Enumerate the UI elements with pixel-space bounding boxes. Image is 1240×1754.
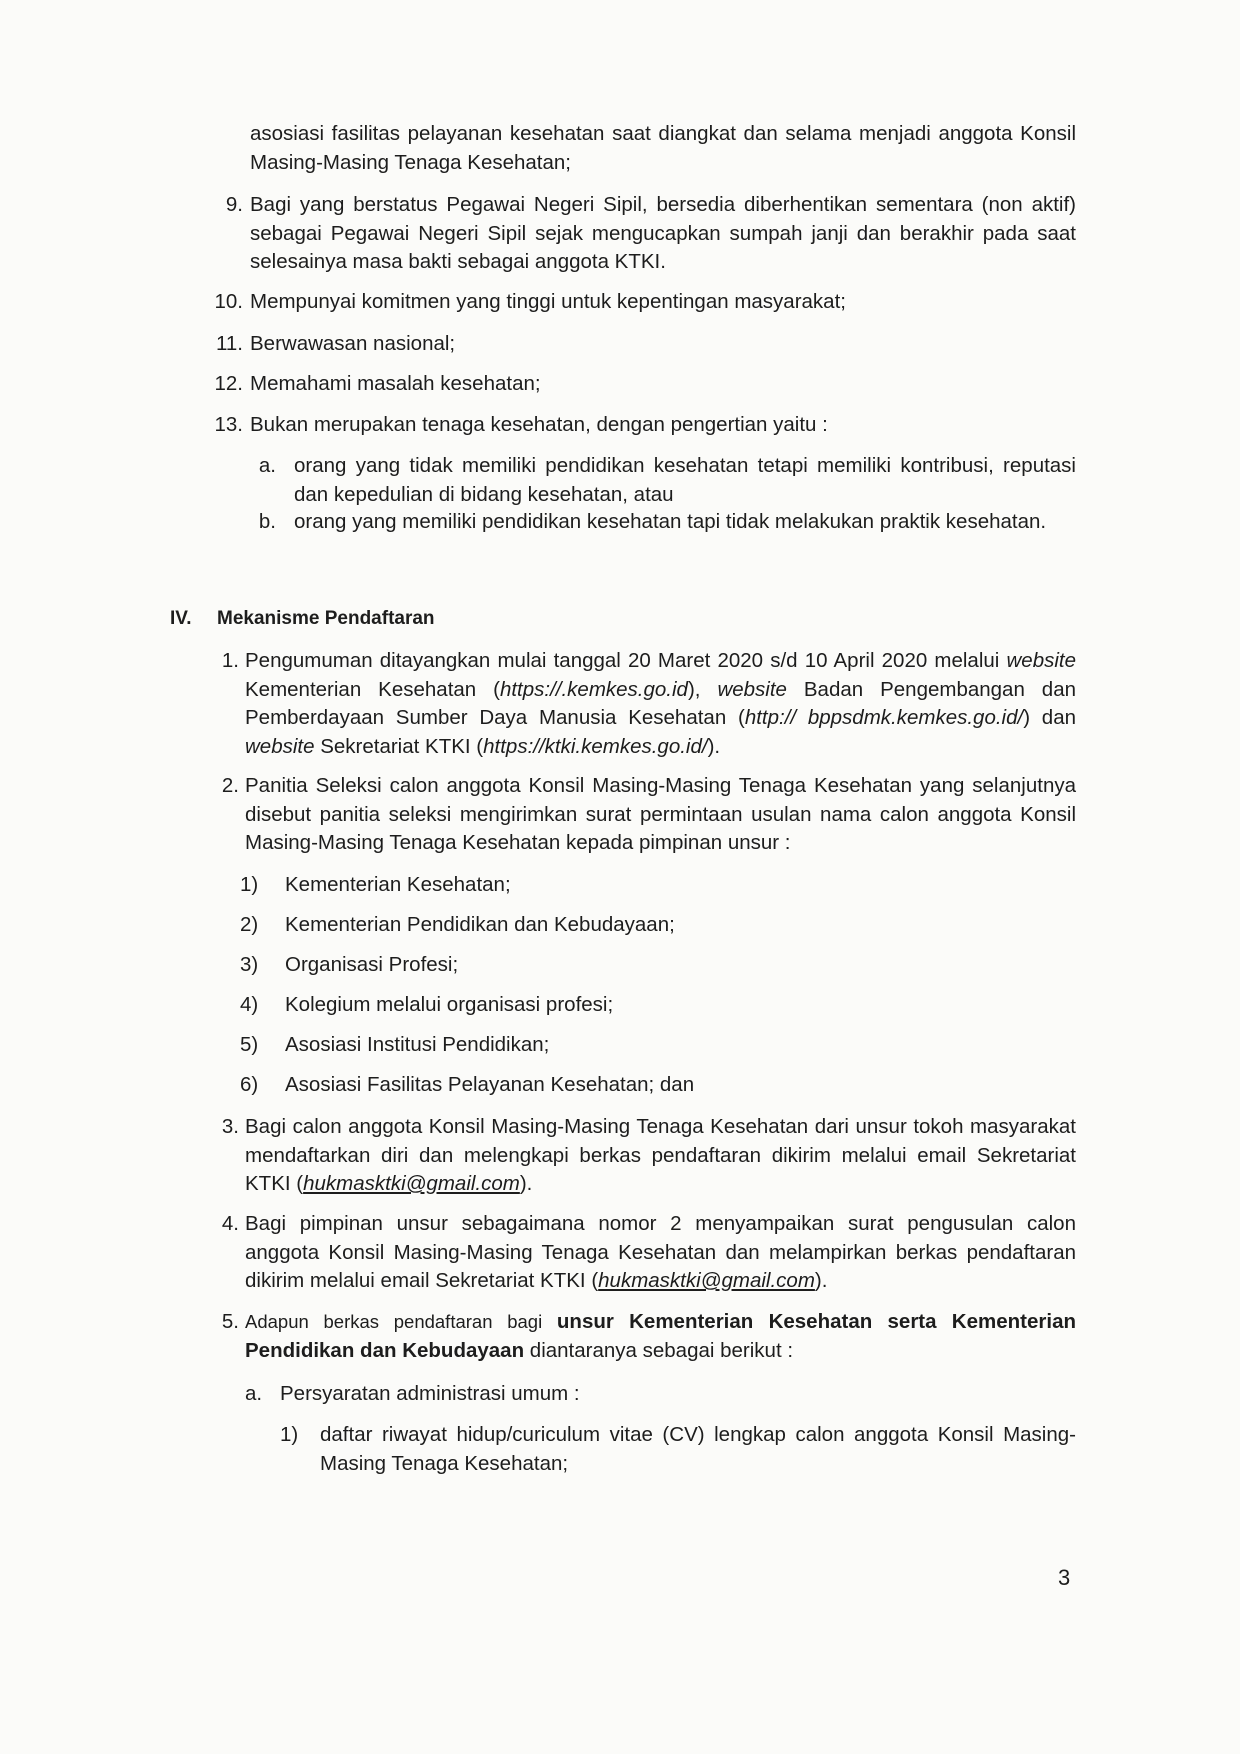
subitem-text: orang yang memiliki pendidikan kesehatan tapi tidak melakukan praktik kesehatan. — [294, 510, 1047, 533]
page-number: 3 — [1058, 1565, 1071, 1590]
list-item: Kementerian Kesehatan; — [285, 873, 511, 896]
list-number: 6) — [240, 1073, 259, 1096]
list-number: 5) — [240, 1033, 259, 1056]
item-1-text: Pengumuman ditayangkan mulai tanggal 20 Maret 2020 s/d 10 April 2020 melalui website Kementerian Kesehatan (https://.kemkes.go.id), website Badan Pengembangan dan Pemberdayaan Sumber Daya Manusia Kesehatan (http:// bppsdmk.kemkes.go.id/) dan website Sekretariat KTKI (https://ktki.kemkes.go.id/). — [245, 649, 1076, 758]
list-item: Asosiasi Fasilitas Pelayanan Kesehatan; dan — [285, 1073, 695, 1096]
list-item: Asosiasi Institusi Pendidikan; — [285, 1033, 550, 1056]
item-number: 1. — [221, 649, 239, 672]
item-5-bold: unsur Kementerian Kesehatan serta Kementerian Pendidikan dan Kebudayaan — [245, 1310, 1076, 1362]
bppsdmk-url: http:// bppsdmk.kemkes.go.id/ — [744, 706, 1024, 729]
item-text: Berwawasan nasional; — [250, 332, 456, 355]
kemkes-url: https://.kemkes.go.id — [499, 677, 688, 701]
item-text: Bagi yang berstatus Pegawai Negeri Sipil, bersedia diberhentikan sementara (non aktif) sebagai Pegawai Negeri Sipil sejak mengucapkan sumpah janji dan berakhir pada saat selesainya masa bakti sebagai anggota KTKI. — [250, 193, 1076, 273]
item-3-text: Bagi calon anggota Konsil Masing-Masing Tenaga Kesehatan dari unsur tokoh masyarakat mendaftarkan diri dan melengkapi berkas pendaftaran dikirim melalui email Sekretariat KTKI (hukmasktki@gmail.com). — [245, 1115, 1076, 1195]
website-label: website — [245, 734, 315, 758]
item-text: Panitia Seleksi calon anggota Konsil Masing-Masing Tenaga Kesehatan yang selanjutnya disebut panitia seleksi mengirimkan surat permintaan usulan nama calon anggota Konsil Masing-Masing Tenaga Kesehatan kepada pimpinan unsur : — [245, 774, 1076, 854]
subitem-letter: b. — [258, 510, 276, 533]
website-label: website — [717, 677, 787, 701]
item-number: 5. — [221, 1310, 239, 1333]
list-number: 3) — [240, 953, 259, 976]
item-number: 2. — [221, 774, 239, 797]
website-label: website — [1006, 649, 1076, 672]
item-5-text: Adapun berkas pendaftaran bagi unsur Kementerian Kesehatan serta Kementerian Pendidikan dan Kebudayaan diantaranya sebagai berikut : — [245, 1310, 1076, 1362]
item-text: Mempunyai komitmen yang tinggi untuk kepentingan masyarakat; — [250, 290, 846, 313]
list-item: Organisasi Profesi; — [285, 953, 459, 976]
list-item: Kementerian Pendidikan dan Kebudayaan; — [285, 913, 675, 936]
list-number: 1) — [240, 873, 259, 896]
subitem-text: orang yang tidak memiliki pendidikan kesehatan tetapi memiliki kontribusi, reputasi dan kepedulian di bidang kesehatan, atau — [294, 454, 1076, 506]
section-title: Mekanisme Pendaftaran — [217, 608, 435, 629]
list-item: daftar riwayat hidup/curiculum vitae (CV) lengkap calon anggota Konsil Masing-Masing Tenaga Kesehatan; — [320, 1423, 1076, 1475]
email-link[interactable]: hukmasktki@gmail.com — [303, 1172, 520, 1195]
item-8-continuation: asosiasi fasilitas pelayanan kesehatan saat diangkat dan selama menjadi anggota Konsil Masing-Masing Tenaga Kesehatan; — [250, 122, 1076, 174]
ktki-url: https://ktki.kemkes.go.id/ — [483, 734, 708, 758]
subitem-letter: a. — [258, 454, 276, 477]
list-number: 4) — [240, 993, 259, 1016]
section-number: IV. — [170, 608, 192, 629]
item-text: Bukan merupakan tenaga kesehatan, dengan pengertian yaitu : — [250, 413, 828, 436]
subitem-letter: a. — [245, 1382, 263, 1405]
item-number: 3. — [221, 1115, 239, 1138]
item-text: Memahami masalah kesehatan; — [250, 372, 541, 395]
email-link[interactable]: hukmasktki@gmail.com — [598, 1269, 815, 1292]
list-item: Kolegium melalui organisasi profesi; — [285, 993, 614, 1016]
item-number: 12. — [214, 372, 243, 395]
item-number: 13. — [214, 413, 243, 436]
list-number: 1) — [280, 1423, 299, 1446]
list-number: 2) — [240, 913, 259, 936]
item-4-text: Bagi pimpinan unsur sebagaimana nomor 2 menyampaikan surat pengusulan calon anggota Konsil Masing-Masing Tenaga Kesehatan dan melampirkan berkas pendaftaran dikirim melalui email Sekretariat KTKI (hukmasktki@gmail.com). — [245, 1212, 1076, 1292]
item-number: 11. — [216, 332, 243, 355]
subitem-text: Persyaratan administrasi umum : — [280, 1382, 580, 1405]
item-number: 9. — [225, 193, 243, 216]
item-number: 4. — [221, 1212, 239, 1235]
item-number: 10. — [214, 290, 243, 313]
